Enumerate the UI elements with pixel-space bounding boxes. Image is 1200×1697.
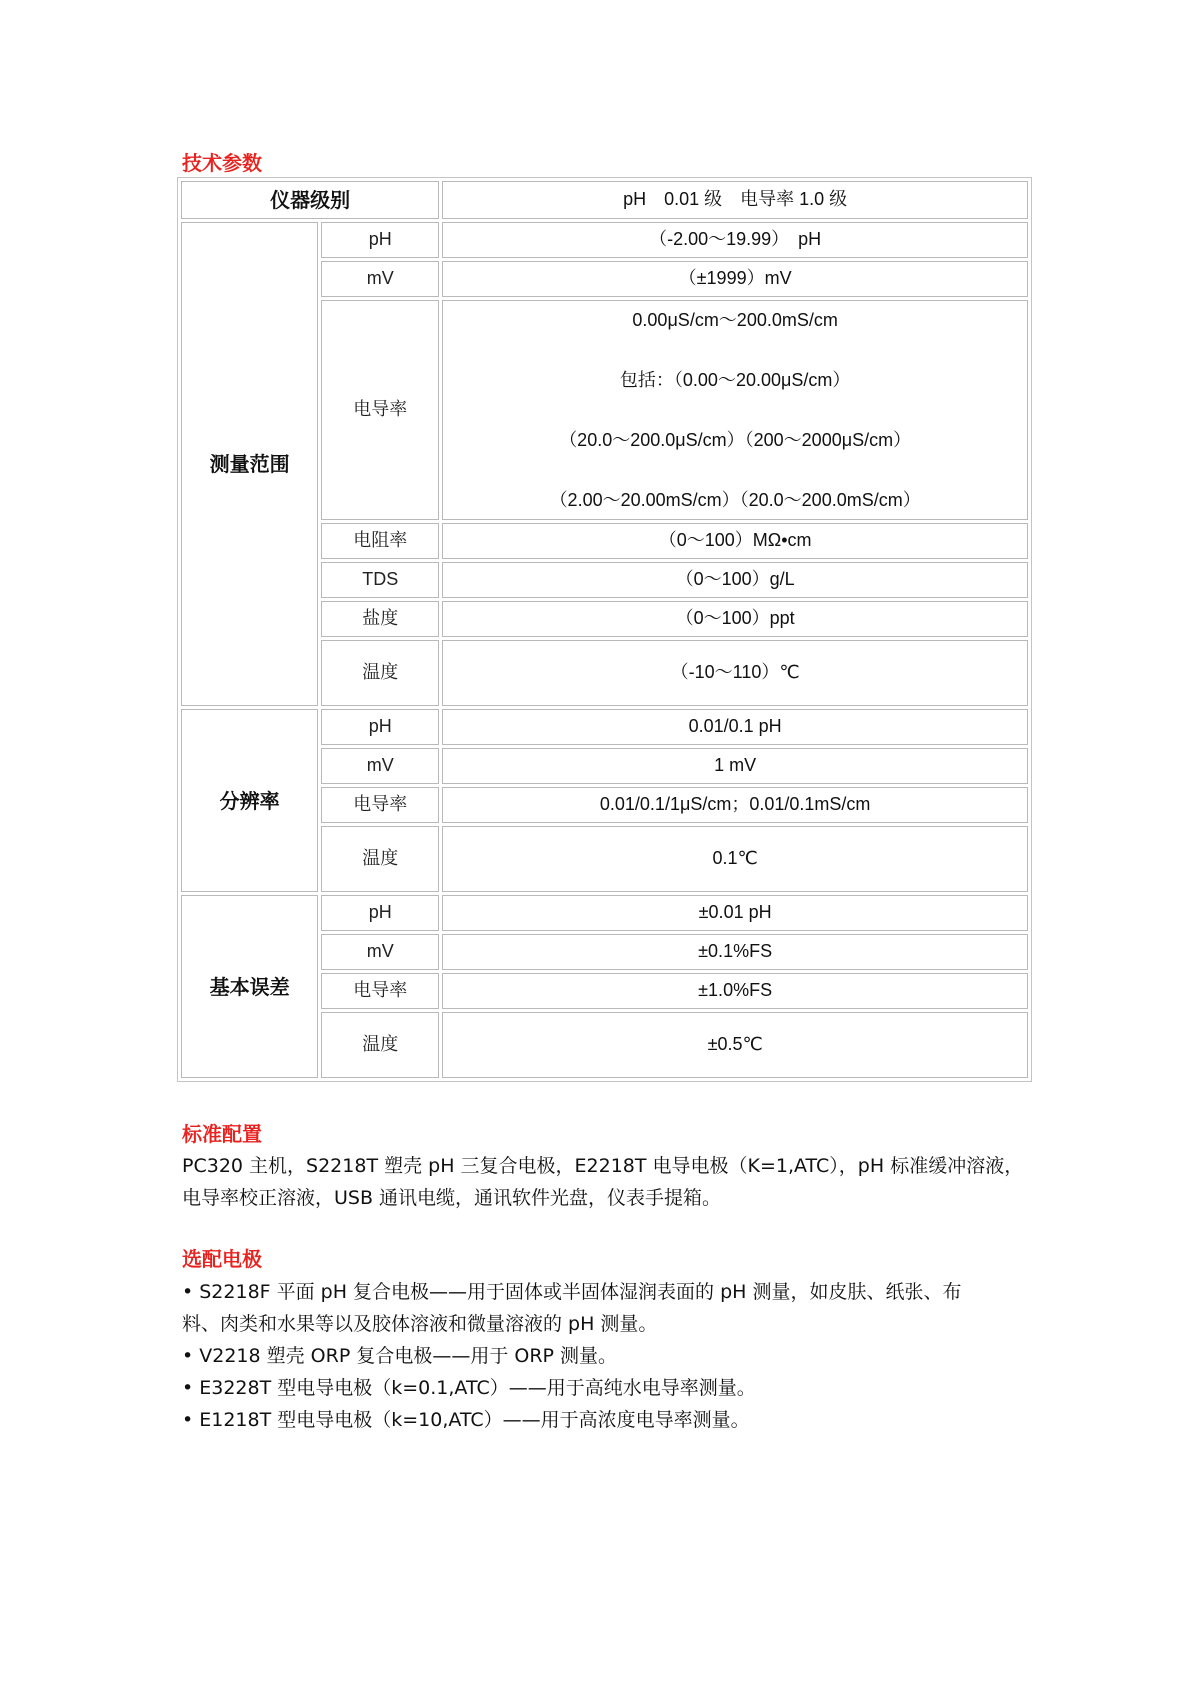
table-row-header [181,181,1028,219]
list-item: • E3228T 型电导电极（k=0.1,ATC）——用于高纯水电导率测量。 [182,1377,756,1399]
row-label: 电导率 [321,973,439,1009]
group-measure-range: 测量范围 [181,222,318,706]
row-label: 电阻率 [321,523,439,559]
row-label: mV [321,748,439,784]
row-label: 电导率 [321,787,439,823]
section-title-standard-config: 标准配置 [182,1122,262,1146]
row-value: 0.01/0.1/1μS/cm；0.01/0.1mS/cm [442,787,1028,823]
row-label: pH [321,895,439,931]
value-line: （2.00～20.00mS/cm）（20.0～200.0mS/cm） [549,490,921,510]
row-label: 电导率 [321,300,439,520]
row-label: pH [321,222,439,258]
list-item: • V2218 塑壳 ORP 复合电极——用于 ORP 测量。 [182,1345,618,1367]
row-label: mV [321,261,439,297]
spec-table [177,177,1032,1082]
row-value: 1 mV [442,748,1028,784]
row-label: 盐度 [321,601,439,637]
list-item: • E1218T 型电导电极（k=10,ATC）——用于高浓度电导率测量。 [182,1409,750,1431]
paragraph-line: 电导率校正溶液，USB 通讯电缆，通讯软件光盘，仪表手提箱。 [182,1187,722,1209]
header-value: pH 0.01 级 电导率 1.0 级 [442,181,1028,219]
row-value: ±1.0%FS [442,973,1028,1009]
value-line: （20.0～200.0μS/cm）（200～2000μS/cm） [559,430,912,450]
row-value: 0.01/0.1 pH [442,709,1028,745]
section-title-optional-electrodes: 选配电极 [182,1247,262,1271]
row-value: （0～100）ppt [442,601,1028,637]
row-label: pH [321,709,439,745]
header-label: 仪器级别 [181,181,439,219]
list-item: • S2218F 平面 pH 复合电极——用于固体或半固体湿润表面的 pH 测量，如皮肤、纸张、布 [182,1281,962,1303]
group-resolution: 分辨率 [181,709,318,892]
list-item-continuation: 料、肉类和水果等以及胶体溶液和微量溶液的 pH 测量。 [182,1313,658,1335]
row-label: TDS [321,562,439,598]
row-value: 0.1℃ [442,826,1028,892]
row-value: （-2.00～19.99） pH [442,222,1028,258]
row-value-multiline [442,300,1028,520]
table-row [181,222,1028,258]
row-label: 温度 [321,826,439,892]
row-label: 温度 [321,1012,439,1078]
value-line: 包括：（0.00～20.00μS/cm） [619,370,851,390]
row-value: （-10～110）℃ [442,640,1028,706]
row-value: （0～100）g/L [442,562,1028,598]
table-row [181,895,1028,931]
section-title-tech-params: 技术参数 [182,151,262,175]
paragraph-line: PC320 主机，S2218T 塑壳 pH 三复合电极，E2218T 电导电极（K=1,ATC），pH 标准缓冲溶液， [182,1155,1024,1177]
row-value: ±0.01 pH [442,895,1028,931]
standard-config-text [182,1150,1042,1214]
row-value: ±0.5℃ [442,1012,1028,1078]
table-row [181,709,1028,745]
optional-electrodes-list [182,1276,1042,1436]
value-line: 0.00μS/cm～200.0mS/cm [632,310,838,330]
row-label: mV [321,934,439,970]
row-value: （0～100）MΩ•cm [442,523,1028,559]
row-value: （±1999）mV [442,261,1028,297]
row-label: 温度 [321,640,439,706]
row-value: ±0.1%FS [442,934,1028,970]
group-basic-error: 基本误差 [181,895,318,1078]
